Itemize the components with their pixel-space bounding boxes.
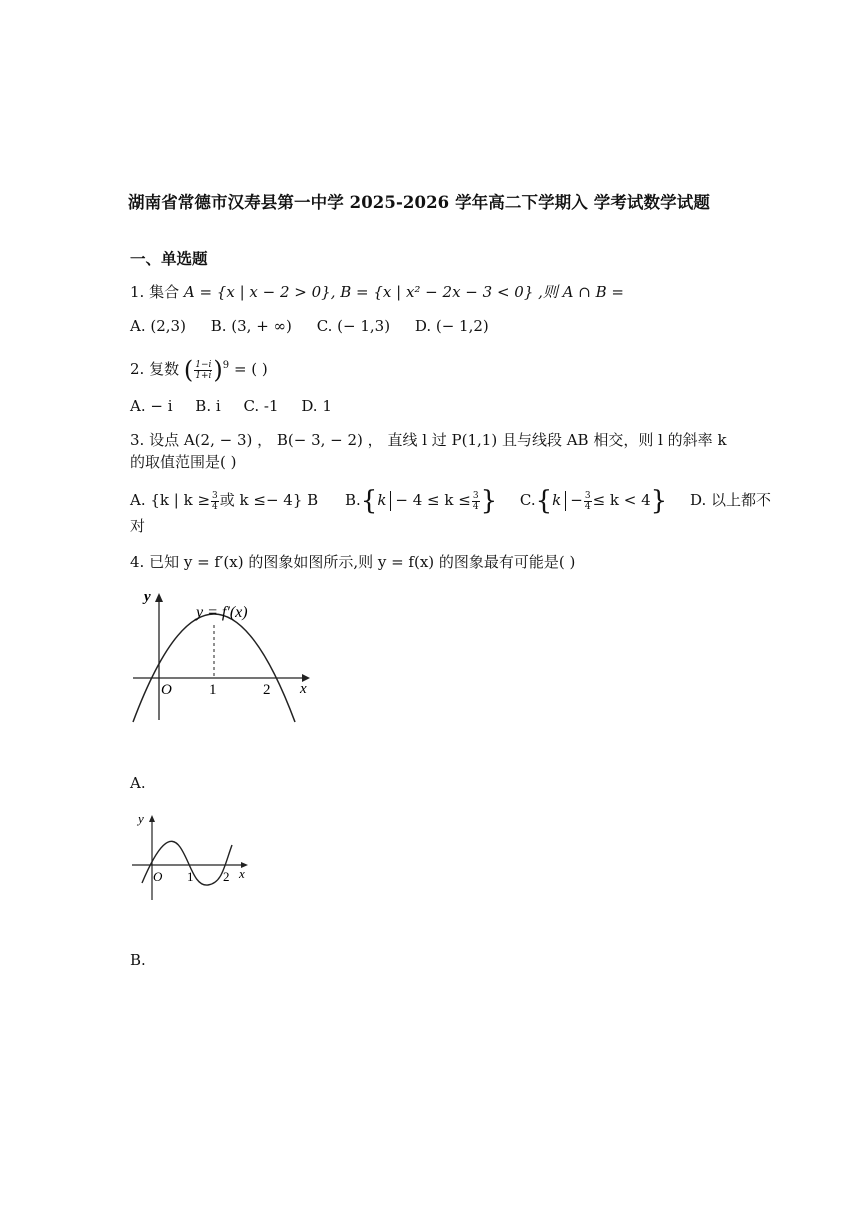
- origin-label: O: [153, 869, 163, 884]
- q2-exponent: 9: [222, 360, 230, 371]
- question-1-prefix: 1. 集合: [130, 283, 184, 301]
- question-1-stem: [130, 282, 624, 302]
- q2-option-c: C. -1: [243, 397, 279, 415]
- x-axis-label: x: [300, 681, 307, 697]
- y-axis-label: y: [144, 589, 151, 605]
- question-2-stem: 2. 复数 ( $\frac{1-i}{1+i}$ )$^9$ = ( ): [130, 356, 268, 384]
- tick-label-2: 2: [263, 682, 271, 698]
- tick-label-2: 2: [223, 869, 230, 884]
- option-a-graph: [128, 805, 253, 905]
- y-axis-arrow-icon: [149, 815, 155, 822]
- q1-option-b: B. (3, + ∞): [210, 317, 292, 335]
- origin-label: O: [161, 682, 172, 698]
- question-2-options: [130, 396, 332, 416]
- q3-option-b: B.{k − 4 ≤ k ≤ $\frac{3}{4}$ }: [344, 486, 498, 516]
- question-3-stem-line2: 的取值范围是( ): [130, 453, 237, 471]
- q2-option-a: A. − i: [130, 397, 173, 415]
- derivative-graph: [128, 585, 318, 725]
- question-3-stem-line1: 3. 设点 A(2, − 3) ， B(− 3, − 2) ， 直线 l 过 P(1,1) 且与线段 AB 相交，则 l 的斜率 k: [130, 431, 727, 449]
- q4-option-a-label: A.: [130, 774, 146, 792]
- section-heading: 一、单选题: [130, 249, 208, 268]
- tick-label-1: 1: [209, 682, 217, 698]
- q3-option-d-continued: 对: [130, 517, 146, 535]
- y-axis-arrow-icon: [155, 593, 163, 602]
- question-4-stem: 4. 已知 y = f′(x) 的图象如图所示,则 y = f(x) 的图象最有可能是( ): [130, 553, 576, 571]
- q1-option-c: C. (− 1,3): [316, 317, 391, 335]
- question-3-options: [130, 486, 771, 516]
- q4-option-b-label: B.: [130, 951, 146, 969]
- question-2-prefix: 2. 复数: [130, 360, 180, 378]
- tick-label-1: 1: [187, 869, 194, 884]
- document-title: 湖南省常德市汉寿县第一中学 2025-2026 学年高二下学期入 学考试数学试题: [128, 193, 710, 212]
- q2-option-d: D. 1: [301, 397, 332, 415]
- question-1-math: A = {x | x − 2 > 0}, B = {x | x² − 2x − 3 < 0} ,则 A ∩ B =: [183, 283, 624, 301]
- question-2-suffix: = ( ): [233, 360, 268, 378]
- q1-option-d: D. (− 1,2): [414, 317, 489, 335]
- q2-fraction: $\frac{1-i}{1+i}$: [195, 359, 212, 381]
- question-1-options: [130, 316, 489, 336]
- curve-label: y = f′(x): [196, 604, 248, 621]
- q3-option-c: C.{k − $\frac{3}{4}$ ≤ k < 4}: [519, 486, 668, 516]
- q1-option-a: A. (2,3): [130, 317, 186, 335]
- y-axis-label: y: [138, 811, 144, 826]
- q3-option-a: A. {k | k ≥ $\frac{3}{4}$ 或 k ≤− 4} B: [130, 490, 319, 512]
- q3-option-d: D. 以上都不: [689, 491, 771, 509]
- q2-option-b: B. i: [195, 397, 221, 415]
- x-axis-label: x: [239, 866, 245, 881]
